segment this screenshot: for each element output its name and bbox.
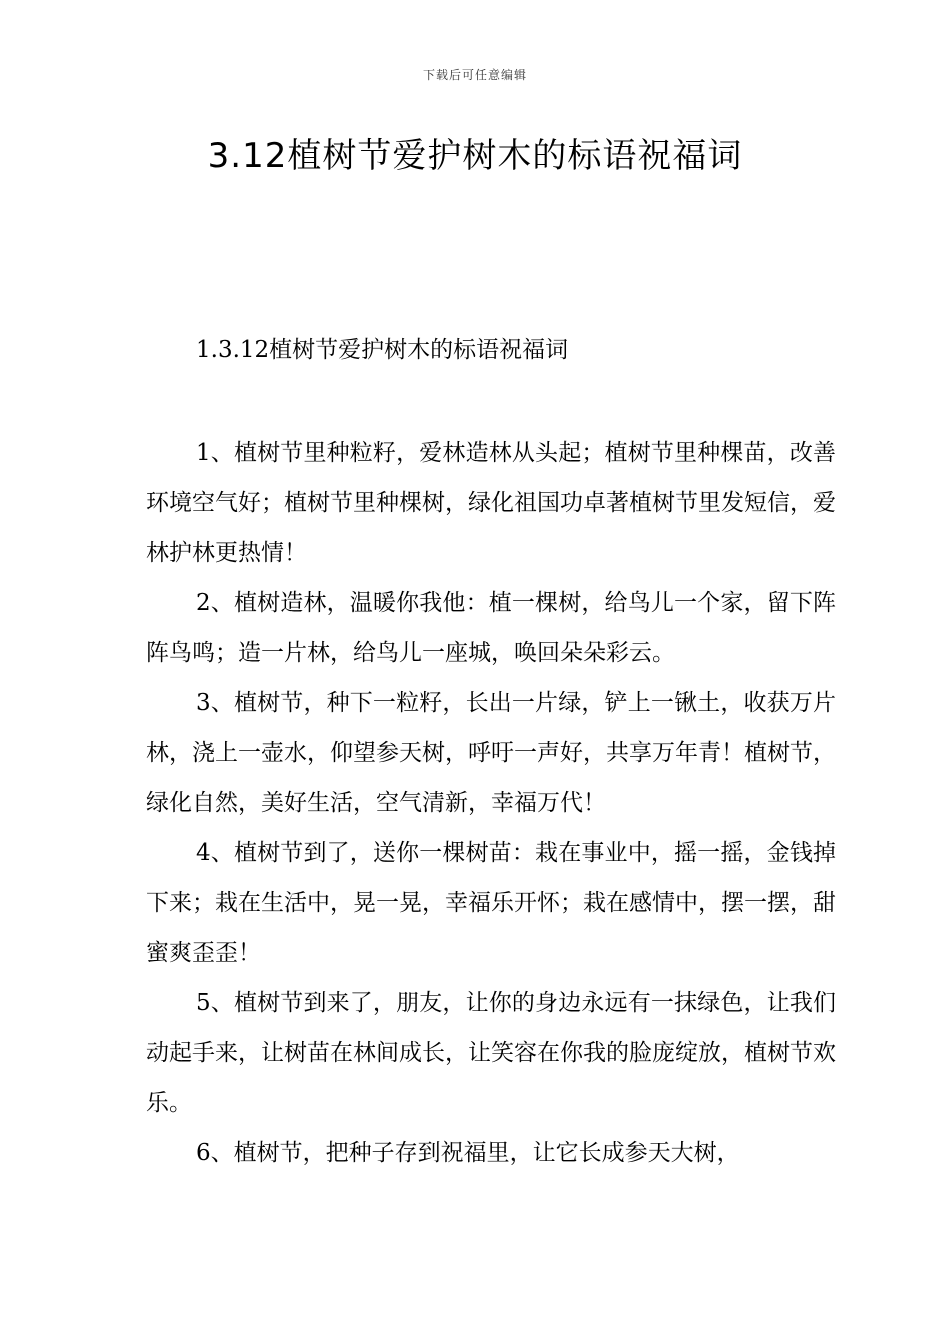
- paragraph-4: 4、植树节到了，送你一棵树苗：栽在事业中，摇一摇，金钱掉下来；栽在生活中，晃一晃，幸福乐开怀；栽在感情中，摆一摆，甜蜜爽歪歪！: [146, 840, 836, 966]
- paragraph-6: 6、植树节，把种子存到祝福里，让它长成参天大树，: [196, 1140, 740, 1166]
- header-note: 下载后可任意编辑: [422, 68, 527, 82]
- paragraph-3: 3、植树节，种下一粒籽，长出一片绿，铲上一锹土，收获万片林，浇上一壶水，仰望参天树，呼吁一声好，共享万年青！植树节，绿化自然，美好生活，空气清新，幸福万代！: [146, 690, 836, 816]
- paragraph-1: 1、植树节里种粒籽，爱林造林从头起；植树节里种棵苗，改善环境空气好；植树节里种棵树，绿化祖国功卓著植树节里发短信，爱林护林更热情！: [146, 440, 836, 566]
- paragraph-5: 5、植树节到来了，朋友，让你的身边永远有一抹绿色，让我们动起手来，让树苗在林间成长，让笑容在你我的脸庞绽放，植树节欢乐。: [146, 990, 836, 1116]
- document-title: 3.12植树节爱护树木的标语祝福词: [207, 136, 743, 176]
- document-body: [146, 428, 836, 1178]
- document-subtitle: 1.3.12植树节爱护树木的标语祝福词: [196, 337, 569, 363]
- paragraph-2: 2、植树造林，温暖你我他：植一棵树，给鸟儿一个家，留下阵阵鸟鸣；造一片林，给鸟儿一座城，唤回朵朵彩云。: [146, 590, 836, 666]
